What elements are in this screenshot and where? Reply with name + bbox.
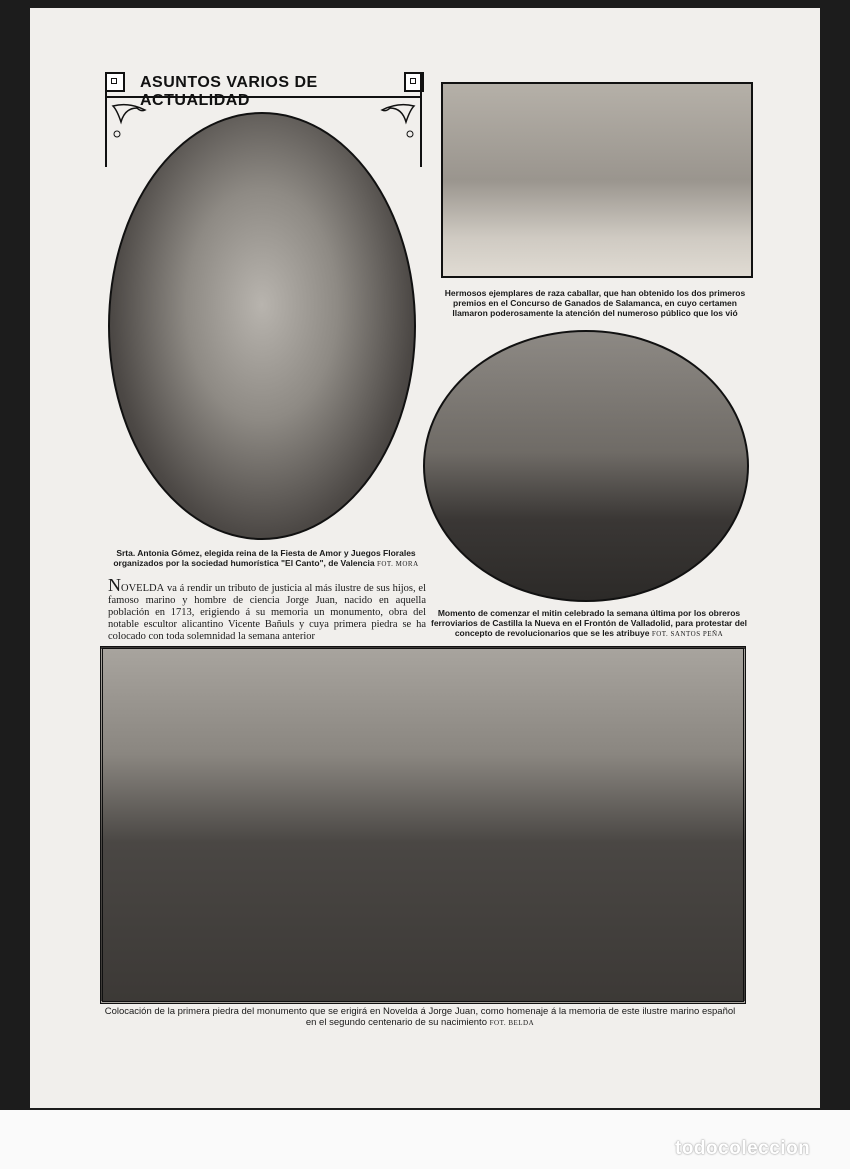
fronton-photo <box>423 330 749 602</box>
monument-photo <box>100 646 746 1004</box>
fronton-caption-text: Momento de comenzar el mitin celebrado la semana última por los obreros ferroviarios de Castilla la Nueva en el Frontón de Valladolid, para protestar del concepto de revolucionarios que se les atribuye <box>430 608 747 638</box>
portrait-credit: FOT. MORA <box>376 560 419 568</box>
portrait-photo <box>108 112 416 540</box>
portrait-caption <box>105 548 427 569</box>
corner-ornament-left <box>105 72 125 92</box>
portrait-caption-text: Srta. Antonia Gómez, elegida reina de la Fiesta de Amor y Juegos Florales organizados por la sociedad humorística "El Canto", de Valencia <box>113 548 416 568</box>
section-title: ASUNTOS VARIOS DE ACTUALIDAD <box>140 74 318 109</box>
fronton-caption <box>428 608 750 639</box>
horses-photo <box>441 82 753 278</box>
monument-caption-text: Colocación de la primera piedra del monumento que se erigirá en Novelda á Jorge Juan, como homenaje á la memoria de este ilustre marino español en el segundo centenario de su nacimiento <box>104 1006 736 1028</box>
article-lead: OVELDA <box>121 583 165 594</box>
horses-caption: Hermosos ejemplares de raza caballar, que han obtenido los dos primeros premios en el Concurso de Ganados de Salamanca, en cuyo certamen llamaron poderosamente la atención del numeroso público que los vió <box>444 288 746 318</box>
article-body: va á rendir un tributo de justicia al más ilustre de sus hijos, el famoso marino y hombre de ciencia Jorge Juan, nacido en aquella población en 1713, erigiendo á su memoria un monumento, obra del notable escultor alicantino Vicente Bañuls y cuya primera piedra se ha colocado con toda solemnidad la semana anterior <box>108 583 426 642</box>
header-right-rule <box>420 72 422 167</box>
monument-caption <box>100 1006 740 1029</box>
dropcap: N <box>108 575 121 595</box>
article-novelda <box>108 575 426 643</box>
watermark-logo: todocoleccion <box>675 1138 811 1159</box>
monument-credit: FOT. BELDA <box>489 1019 535 1027</box>
header-left-rule <box>105 72 107 167</box>
fronton-credit: FOT. SANTOS PEÑA <box>651 630 724 638</box>
